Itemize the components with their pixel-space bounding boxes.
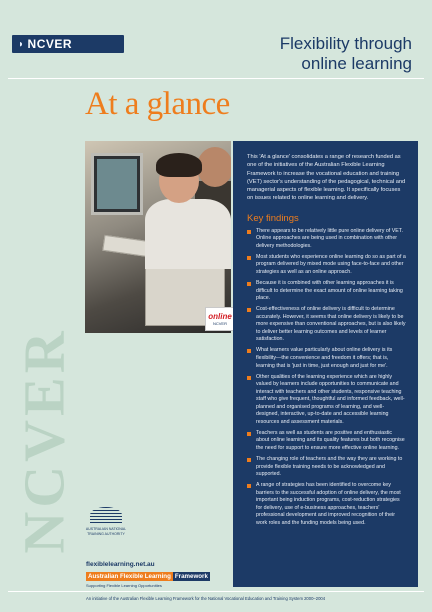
header-divider	[8, 78, 424, 79]
bullet-icon	[247, 376, 251, 380]
flexible-learning-link[interactable]: flexiblelearning.net.au	[86, 561, 155, 568]
page-title	[172, 34, 412, 74]
finding-item: Other qualities of the learning experience which are highly valued by learners include opportunities to communicate and interact with teachers and other students, responsive teaching staff who give frequent, thoughtful and informed feedback, well-planned and organised programs of learning, and well-designed, interactive, up-to-date and accessible learning resources and assessment materials.	[247, 374, 406, 427]
title-line-1: Flexibility through	[279, 34, 412, 53]
aflf-logo	[86, 572, 210, 581]
key-findings-heading: Key findings	[247, 212, 299, 224]
intro-paragraph: This 'At a glance' consolidates a range of research funded as one of the initiatives of the Australian Flexible Learning Framework to increase the vocational education and training (VET) sector's understanding of the pedagogical, technical and managerial aspects of flexible learning. It specifically focuses on issues related to online learning and delivery.	[247, 154, 406, 202]
aflf-logo-part2: Framework	[174, 573, 208, 580]
logo-text: NCVER	[27, 37, 73, 51]
cover-photo	[85, 141, 231, 333]
bullet-icon	[247, 256, 251, 260]
bullet-icon	[247, 458, 251, 462]
at-a-glance-heading: At a glance	[85, 86, 230, 122]
bullet-icon	[247, 484, 251, 488]
person-1-body	[145, 199, 231, 269]
monitor-graphic	[91, 153, 143, 215]
ncver-watermark	[8, 326, 80, 554]
anta-logo	[88, 507, 124, 543]
aflf-logo-part1: Australian Flexible Learning	[88, 573, 171, 580]
bullet-icon	[247, 349, 251, 353]
finding-item: Teachers as well as students are positive and enthusiastic about online learning and its quality features but both recognise the need for support to ensure more effective online learning.	[247, 430, 406, 453]
ncver-logo	[12, 35, 124, 53]
anta-logo-icon	[90, 507, 122, 523]
finding-item: Cost-effectiveness of online delivery is difficult to determine accurately. However, it seems that online delivery is likely to be more expensive than conventional approaches, but is also likely to deliver better learning outcomes and levels of learner satisfaction.	[247, 306, 406, 344]
bullet-icon	[247, 230, 251, 234]
person-2-head	[197, 147, 231, 187]
online-badge-text: online	[208, 312, 232, 321]
finding-item: Because it is combined with other learning approaches it is difficult to determine the exact amount of online learning taking place.	[247, 280, 406, 303]
bullet-icon	[247, 282, 251, 286]
person-1-hair	[156, 153, 202, 177]
footer-divider	[8, 591, 424, 592]
anta-caption: AUSTRALIAN NATIONAL TRAINING AUTHORITY	[85, 527, 127, 536]
ncver-logo-icon: ◗	[18, 38, 25, 50]
online-badge	[205, 307, 235, 331]
finding-item: Most students who experience online learning do so as part of a program delivered by mixed mode using face-to-face and other strategies as well as an online approach.	[247, 254, 406, 277]
finding-item: The changing role of teachers and the way they are working to provide flexible training needs to be acknowledged and supported.	[247, 456, 406, 479]
bullet-icon	[247, 308, 251, 312]
finding-item: There appears to be relatively little pure online delivery of VET. Online approaches are being used in combination with other delivery methodologies.	[247, 228, 406, 251]
finding-item: What learners value particularly about online delivery is its flexibility—the convenience and freedom it offers; that is, learning that is 'just in time, just enough and just for me'.	[247, 347, 406, 370]
key-findings-list	[247, 228, 406, 528]
bullet-icon	[247, 432, 251, 436]
finding-item: A range of strategies has been identified to overcome key barriers to the successful adoption of online delivery, the most important being induction programs, cost-reduction strategies for delivery, use of e-business approaches, teachers' professional development and improved recognition of their work roles and the funding models being used.	[247, 482, 406, 527]
aflf-tagline: Supporting Flexible Learning Opportunities	[86, 583, 162, 588]
info-panel	[233, 141, 418, 587]
title-line-2: online learning	[301, 54, 412, 73]
watermark-text: NCVER	[11, 326, 77, 554]
footer-text: An initiative of the Australian Flexible Learning Framework for the National Vocational Education and Training System 2000–2004	[86, 596, 326, 601]
online-badge-sub: NCVER	[212, 321, 227, 326]
